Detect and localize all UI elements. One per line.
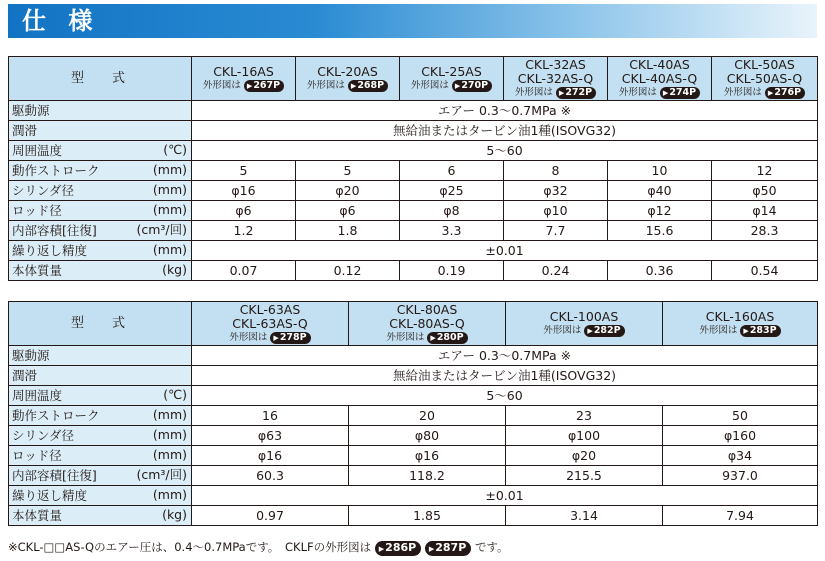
spec-value-span: エアー 0.3～0.7MPa ※: [192, 101, 818, 121]
dimension-ref-label: 外形図は: [410, 80, 449, 91]
model-name: CKL-32AS-Q: [517, 71, 594, 86]
spec-value: 6: [400, 161, 504, 181]
model-header-cell: [400, 57, 504, 101]
row-label: [9, 101, 192, 121]
spec-value: 23: [506, 406, 663, 426]
spec-row: [9, 241, 818, 261]
dimension-ref-label: 外形図は: [699, 325, 738, 336]
dimension-ref-label: 外形図は: [202, 80, 241, 91]
spec-value: 12: [712, 161, 818, 181]
row-unit: (mm): [152, 162, 187, 177]
row-label-text: 内部容積[往復]: [12, 222, 97, 238]
spec-value-span: 無給油またはタービン油1種(ISOVG32): [192, 121, 818, 141]
page-ref-badge[interactable]: ▶ 267P: [244, 80, 284, 92]
spec-value: φ16: [192, 181, 296, 201]
page-ref-badge[interactable]: ▶ 287P: [425, 541, 471, 556]
row-unit: (mm): [152, 242, 187, 257]
dimension-ref-label: 外形図は: [514, 87, 553, 98]
dimension-ref-label: 外形図は: [306, 80, 345, 91]
page-ref-badge[interactable]: ▶ 280P: [427, 332, 467, 344]
page-ref-badge[interactable]: ▶ 286P: [375, 541, 421, 556]
spec-value: 215.5: [506, 466, 663, 486]
spec-table-2: [8, 301, 818, 526]
model-header-cell: [192, 302, 349, 346]
row-label: [9, 161, 192, 181]
model-header-cell: [192, 57, 296, 101]
model-name: CKL-32AS: [525, 57, 586, 72]
spec-value: φ63: [192, 426, 349, 446]
spec-row: [9, 141, 818, 161]
row-label: [9, 466, 192, 486]
spec-row: [9, 506, 818, 526]
row-unit: (cm³/回): [136, 222, 187, 237]
spec-value-span: ±0.01: [192, 486, 818, 506]
row-label: [9, 386, 192, 406]
spec-value: 50: [663, 406, 818, 426]
row-label-text: 周囲温度: [12, 387, 63, 403]
model-name: CKL-100AS: [549, 309, 619, 324]
dimension-ref-label: 外形図は: [723, 87, 762, 98]
dimension-ref: [400, 80, 503, 92]
spec-value: φ14: [712, 201, 818, 221]
row-label-text: 駆動源: [12, 102, 50, 118]
spec-value: 15.6: [608, 221, 712, 241]
spec-table-1: [8, 56, 818, 281]
row-label: [9, 141, 192, 161]
row-label: [9, 506, 192, 526]
row-unit: (℃): [163, 387, 187, 402]
row-label-text: 周囲温度: [12, 142, 63, 158]
model-header-row: [9, 302, 818, 346]
row-label-text: 繰り返し精度: [12, 242, 88, 258]
spec-row: [9, 346, 818, 366]
spec-row: [9, 221, 818, 241]
row-unit: (mm): [152, 202, 187, 217]
spec-value-span: 5～60: [192, 141, 818, 161]
spec-value: φ40: [608, 181, 712, 201]
dimension-ref-label: 外形図は: [229, 332, 268, 343]
dimension-ref: [192, 80, 295, 92]
row-unit: (cm³/回): [136, 467, 187, 482]
spec-row: [9, 426, 818, 446]
spec-value: φ100: [506, 426, 663, 446]
spec-value: 0.36: [608, 261, 712, 281]
dimension-ref-label: 外形図は: [618, 87, 657, 98]
row-label-text: シリンダ径: [12, 427, 75, 443]
spec-value: φ12: [608, 201, 712, 221]
row-label: [9, 446, 192, 466]
spec-value: φ160: [663, 426, 818, 446]
row-label: [9, 366, 192, 386]
row-label-text: 動作ストローク: [12, 162, 100, 178]
row-label-text: 動作ストローク: [12, 407, 100, 423]
model-name: CKL-80AS-Q: [389, 316, 465, 331]
row-label: [9, 406, 192, 426]
spec-row: [9, 261, 818, 281]
model-name: CKL-80AS: [396, 302, 458, 317]
spec-row: [9, 181, 818, 201]
row-unit: (mm): [152, 427, 187, 442]
row-unit: (mm): [152, 182, 187, 197]
section-title: 仕 様: [22, 7, 100, 35]
model-header-cell: [608, 57, 712, 101]
model-name: CKL-20AS: [317, 64, 378, 79]
model-header-cell: [296, 57, 400, 101]
spec-value: φ6: [296, 201, 400, 221]
spec-value: 3.14: [506, 506, 663, 526]
row-label-text: 本体質量: [12, 507, 63, 523]
spec-value-span: 無給油またはタービン油1種(ISOVG32): [192, 366, 818, 386]
row-label-text: 潤滑: [12, 122, 38, 138]
spec-value: 0.19: [400, 261, 504, 281]
spec-value: 20: [349, 406, 506, 426]
model-header-cell: [349, 302, 506, 346]
spec-row: [9, 121, 818, 141]
footnote: [8, 539, 509, 556]
row-label: [9, 241, 192, 261]
row-label-text: 内部容積[往復]: [12, 467, 97, 483]
spec-value: φ80: [349, 426, 506, 446]
dimension-ref: [506, 325, 662, 337]
spec-value: 118.2: [349, 466, 506, 486]
spec-row: [9, 406, 818, 426]
model-header-cell: [663, 302, 818, 346]
dimension-ref: [349, 332, 505, 344]
spec-value: φ34: [663, 446, 818, 466]
spec-value: 60.3: [192, 466, 349, 486]
spec-row: [9, 466, 818, 486]
spec-value: 16: [192, 406, 349, 426]
spec-row: [9, 161, 818, 181]
spec-value: φ50: [712, 181, 818, 201]
page-ref-badge[interactable]: ▶ 278P: [270, 332, 310, 344]
spec-row: [9, 486, 818, 506]
spec-value: φ20: [296, 181, 400, 201]
spec-value: 0.54: [712, 261, 818, 281]
spec-value: φ10: [504, 201, 608, 221]
page-ref-badge[interactable]: ▶ 282P: [584, 325, 624, 337]
row-label: [9, 221, 192, 241]
footnote-text-end: です。: [474, 540, 509, 554]
spec-value-span: ±0.01: [192, 241, 818, 261]
row-unit: (kg): [162, 262, 187, 277]
spec-value: 7.94: [663, 506, 818, 526]
footnote-text: ※CKL-□□AS-Qのエアー圧は、0.4～0.7MPaです。 CKLFの外形図は: [8, 540, 372, 554]
spec-value: φ6: [192, 201, 296, 221]
page-ref-badge[interactable]: ▶ 272P: [556, 87, 596, 99]
spec-row: [9, 101, 818, 121]
spec-value: 5: [296, 161, 400, 181]
row-label-text: ロッド径: [12, 202, 62, 218]
dimension-ref: [192, 332, 348, 344]
row-label-text: 本体質量: [12, 262, 63, 278]
spec-value-span: 5～60: [192, 386, 818, 406]
model-column-header: 型式: [9, 57, 192, 101]
model-name: CKL-40AS-Q: [621, 71, 698, 86]
spec-value: φ20: [506, 446, 663, 466]
spec-value: 3.3: [400, 221, 504, 241]
dimension-ref: [663, 325, 817, 337]
model-header-row: [9, 57, 818, 101]
model-header-cell: [712, 57, 818, 101]
row-unit: (mm): [152, 447, 187, 462]
model-column-header: 型式: [9, 302, 192, 346]
spec-value: 7.7: [504, 221, 608, 241]
dimension-ref: [712, 87, 817, 99]
model-name: CKL-63AS-Q: [232, 316, 308, 331]
model-header-cell: [506, 302, 663, 346]
row-label: [9, 346, 192, 366]
spec-value: φ25: [400, 181, 504, 201]
spec-value: φ16: [349, 446, 506, 466]
spec-value: 1.2: [192, 221, 296, 241]
dimension-ref-label: 外形図は: [386, 332, 425, 343]
row-label: [9, 181, 192, 201]
row-unit: (kg): [162, 507, 187, 522]
spec-value: 5: [192, 161, 296, 181]
spec-value: 0.24: [504, 261, 608, 281]
model-name: CKL-160AS: [705, 309, 775, 324]
row-label: [9, 261, 192, 281]
page-ref-badge[interactable]: ▶ 274P: [660, 87, 700, 99]
spec-value: 0.97: [192, 506, 349, 526]
spec-value: φ16: [192, 446, 349, 466]
model-name: CKL-50AS: [734, 57, 795, 72]
model-name: CKL-16AS: [213, 64, 274, 79]
dimension-ref: [296, 80, 399, 92]
row-label-text: 潤滑: [12, 367, 38, 383]
row-label: [9, 426, 192, 446]
spec-row: [9, 446, 818, 466]
dimension-ref: [608, 87, 711, 99]
spec-value: 0.07: [192, 261, 296, 281]
dimension-ref-label: 外形図は: [543, 325, 582, 336]
spec-value: φ8: [400, 201, 504, 221]
spec-value: 10: [608, 161, 712, 181]
page-ref-badge[interactable]: ▶ 276P: [765, 87, 805, 99]
row-unit: (mm): [152, 487, 187, 502]
section-header: [8, 4, 817, 38]
model-name: CKL-25AS: [421, 64, 482, 79]
row-label: [9, 201, 192, 221]
row-label: [9, 121, 192, 141]
spec-value: 0.12: [296, 261, 400, 281]
row-unit: (℃): [163, 142, 187, 157]
row-unit: (mm): [152, 407, 187, 422]
dimension-ref: [504, 87, 607, 99]
page-ref-badge[interactable]: ▶ 283P: [740, 325, 780, 337]
spec-value: φ32: [504, 181, 608, 201]
row-label-text: シリンダ径: [12, 182, 75, 198]
model-name: CKL-50AS-Q: [726, 71, 803, 86]
model-name: CKL-63AS: [239, 302, 301, 317]
page-ref-badge[interactable]: ▶ 270P: [452, 80, 492, 92]
spec-value: 937.0: [663, 466, 818, 486]
spec-row: [9, 366, 818, 386]
spec-value: 1.85: [349, 506, 506, 526]
row-label: [9, 486, 192, 506]
spec-value-span: エアー 0.3～0.7MPa ※: [192, 346, 818, 366]
model-header-cell: [504, 57, 608, 101]
row-label-text: 駆動源: [12, 347, 50, 363]
page-ref-badge[interactable]: ▶ 268P: [348, 80, 388, 92]
model-name: CKL-40AS: [629, 57, 690, 72]
spec-row: [9, 201, 818, 221]
row-label-text: 繰り返し精度: [12, 487, 88, 503]
spec-value: 28.3: [712, 221, 818, 241]
spec-value: 8: [504, 161, 608, 181]
spec-row: [9, 386, 818, 406]
row-label-text: ロッド径: [12, 447, 62, 463]
spec-value: 1.8: [296, 221, 400, 241]
